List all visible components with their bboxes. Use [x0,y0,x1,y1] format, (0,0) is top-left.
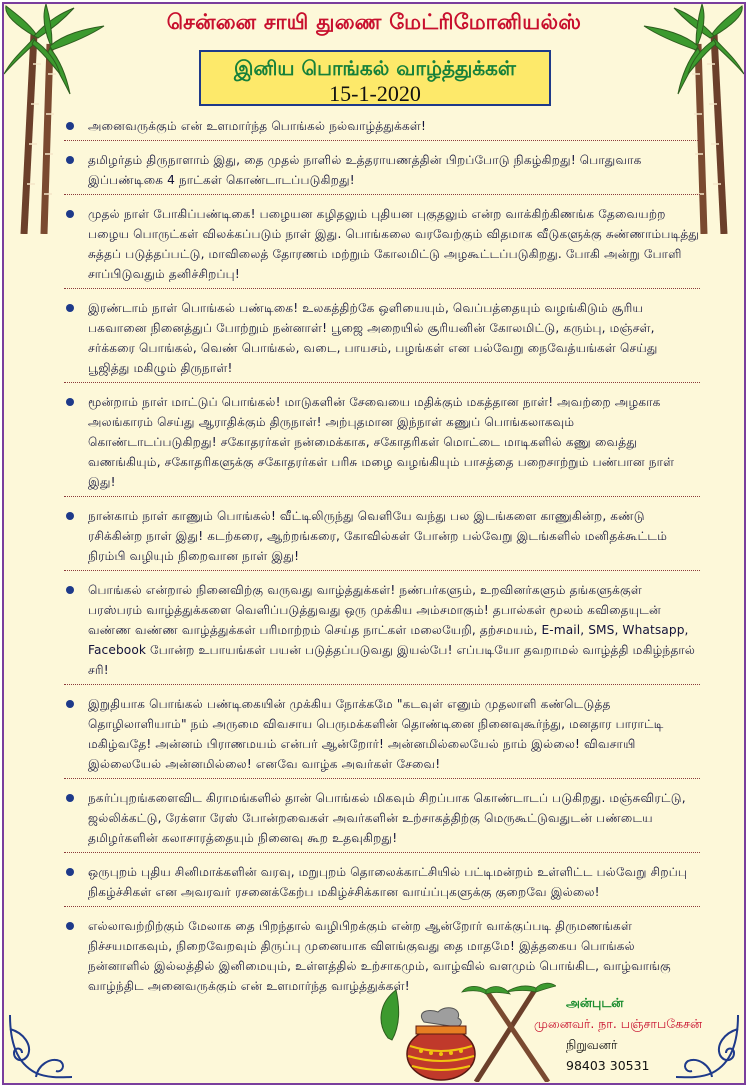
paragraph-text: மூன்றாம் நாள் மாட்டுப் பொங்கல்! மாடுகளின் சேவையை மதிக்கும் மகத்தான நாள்! அவற்றை அழகாக அலங்காரம் செய்து ஆராதிக்கும் திருநாள்! அற்புதமான இந்நாள் கணுப் பொங்கலாகவும் கொண்டாடப்படுகிறது! சகோதரர்கள் நன்மைக்காக, சகோதரிகள் மொட்டை மாடிகளில் கணு வைத்து வணங்கியும், சகோதரிகளுக்கு சகோதரர்கள் பரிசு மழை வழங்கியும் பாசத்தை பறைசாற்றும் பண்பான நாள் இது! [88,395,675,489]
paragraph-text: எல்லாவற்றிற்கும் மேலாக தை பிறந்தால் வழிபிறக்கும் என்ற ஆன்றோர் வாக்குப்படி திருமணங்கள் நிச்சயமாகவும், நிறைவேறவும் திருப்பு முனையாக விளங்குவது தை மாதமே! இத்தகைய பொங்கல் நன்னாளில் இல்லத்தில் இனிமையும், உள்ளத்தில் உற்சாகமும், வாழ்வில் வளமும் பொங்கிட, வாழ்வாங்கு வாழ்ந்திட அனைவருக்கும் என் உளமார்ந்த வாழ்த்துக்கள்! [88,919,671,993]
paragraph-text: நான்காம் நாள் காணும் பொங்கல்! வீட்டிலிருந்து வெளியே வந்து பல இடங்களை காணுகின்ற, கண்டு ரசிக்கின்ற நாள் இது! கடற்கரை, ஆற்றங்கரை, கோவில்கள் போன்ற பல்வேறு இடங்களில் மனிதக்கூட்டம் நிரம்பி வழியும் நிறைவான நாள் இது! [88,509,668,563]
list-item [64,150,700,195]
list-item [64,862,700,907]
bullet-icon [66,868,74,876]
greeting-banner [199,50,551,106]
signature-role: நிறுவனர் [566,1037,618,1052]
paragraph-text: இரண்டாம் நாள் பொங்கல் பண்டிகை! உலகத்திற்கே ஒளியையும், வெப்பத்தையும் வழங்கிடும் சூரிய பகவானை நினைத்துப் போற்றும் நன்னாள்! பூஜை அறையில் சூரியனின் கோலமிட்டு, கரும்பு, மஞ்சள், சர்க்கரை பொங்கல், வெண் பொங்கல், வடை, பாயசம், பழங்கள் என பல்வேறு நைவேத்யங்கள் செய்து பூஜித்து மகிழும் திருநாள்! [88,301,658,375]
list-item [64,392,700,497]
bullet-icon [66,512,74,520]
greeting-card [2,2,746,1085]
bullet-icon [66,398,74,406]
paragraph-text: தமிழர்தம் திருநாளாம் இது, தை முதல் நாளில் உத்தராயணத்தின் பிறப்போடு நிகழ்கிறது! பொதுவாக இப்பண்டிகை 4 நாட்கள் கொண்டாடப்படுகிறது! [88,153,642,187]
bullet-icon [66,156,74,164]
signature-greeting: அன்புடன் [566,995,624,1010]
paragraph-text: பொங்கல் என்றால் நினைவிற்கு வருவது வாழ்த்துக்கள்! நண்பர்களும், உறவினர்களும் தங்களுக்குள் பரஸ்பரம் வாழ்த்துக்களை வெளிப்படுத்துவது ஒரு முக்கிய அம்சமாகும்! தபால்கள் மூலம் கவிதையுடன் வண்ண வண்ண வாழ்த்துக்கள் பரிமாற்றம் செய்த நாட்கள் மலையேறி, தற்சமயம், E-mail, SMS, Whatsapp, Facebook போன்ற உபாயங்கள் பயன் படுத்தப்படுவது இயல்பே! எப்படியோ தவறாமல் வாழ்த்தி மகிழ்ந்தால் சரி! [88,583,696,677]
list-item [64,506,700,571]
paragraph-list [64,116,700,1009]
corner-ornament-icon [6,1011,76,1081]
paragraph-text: நகர்ப்புறங்களைவிட கிராமங்களில் தான் பொங்கல் மிகவும் சிறப்பாக கொண்டாடப் படுகிறது. மஞ்சுவிரட்டு, ஜல்லிக்கட்டு, ரேக்ளா ரேஸ் போன்றவைகள் அவர்களின் உற்சாகத்திற்கு மெருகூட்டுவதுடன் பண்டைய தமிழர்களின் கலாசாரத்தையும் நினைவு கூற உதவுகிறது! [88,791,686,845]
bullet-icon [66,794,74,802]
greeting-title: இனிய பொங்கல் வாழ்த்துக்கள் [234,56,516,80]
greeting-date: 15-1-2020 [329,81,421,106]
list-item [64,204,700,289]
bullet-icon [66,700,74,708]
list-item [64,116,700,141]
list-item [64,580,700,685]
bullet-icon [66,304,74,312]
signature-block [534,992,742,1076]
paragraph-text: முதல் நாள் போகிப்பண்டிகை! பழையன கழிதலும் புதியன புகுதலும் என்ற வாக்கிற்கிணங்க தேவையற்ற பழைய பொருட்கள் விலக்கப்படும் நாள் இது. பொங்கலை வரவேற்கும் விதமாக வீடுகளுக்கு சுண்ணாம்படித்து சுத்தப் படுத்தப்பட்டு, மாவிலைத் தோரணம் மற்றும் கோலமிட்டு அழகூட்டப்படுகிறது. போகி அன்று போளி சாப்பிடுவதும் தனிச்சிறப்பு! [88,207,700,281]
paragraph-text: ஒருபுறம் புதிய சினிமாக்களின் வரவு, மறுபுறம் தொலைக்காட்சியில் பட்டிமன்றம் உள்ளிட்ட பல்வேறு சிறப்பு நிகழ்ச்சிகள் என அவரவர் ரசனைக்கேற்ப மகிழ்ச்சிக்கான வாய்ப்புகளுக்கு குறைவே இல்லை! [88,865,688,899]
signature-name: முனைவர். நா. பஞ்சாபகேசன் [534,1016,703,1031]
paragraph-text: அனைவருக்கும் என் உளமார்ந்த பொங்கல் நல்வாழ்த்துக்கள்! [88,119,426,133]
bullet-icon [66,210,74,218]
signature-phone: 98403 30531 [566,1058,650,1073]
bullet-icon [66,586,74,594]
bullet-icon [66,122,74,130]
pongal-pot-icon [366,982,556,1082]
list-item [64,694,700,779]
bullet-icon [66,922,74,930]
list-item [64,298,700,383]
list-item [64,788,700,853]
paragraph-text: இறுதியாக பொங்கல் பண்டிகையின் முக்கிய நோக்கமே "கடவுள் எனும் முதலாளி கண்டெடுத்த தொழிலாளியாம்" நம் அருமை விவசாய பெருமக்களின் தொண்டினை நினைவுகூர்ந்து, மனதார பாராட்டி மகிழ்வதே! அன்னம் பிராணமயம் என்பர் ஆன்றோர்! அன்னமில்லையேல் நாம் இல்லை! விவசாயி இல்லையேல் அன்னமில்லை! எனவே வாழ்க அவர்கள் சேவை! [88,697,664,771]
org-title: சென்னை சாயி துணை மேட்ரிமோனியல்ஸ் [166,10,582,34]
